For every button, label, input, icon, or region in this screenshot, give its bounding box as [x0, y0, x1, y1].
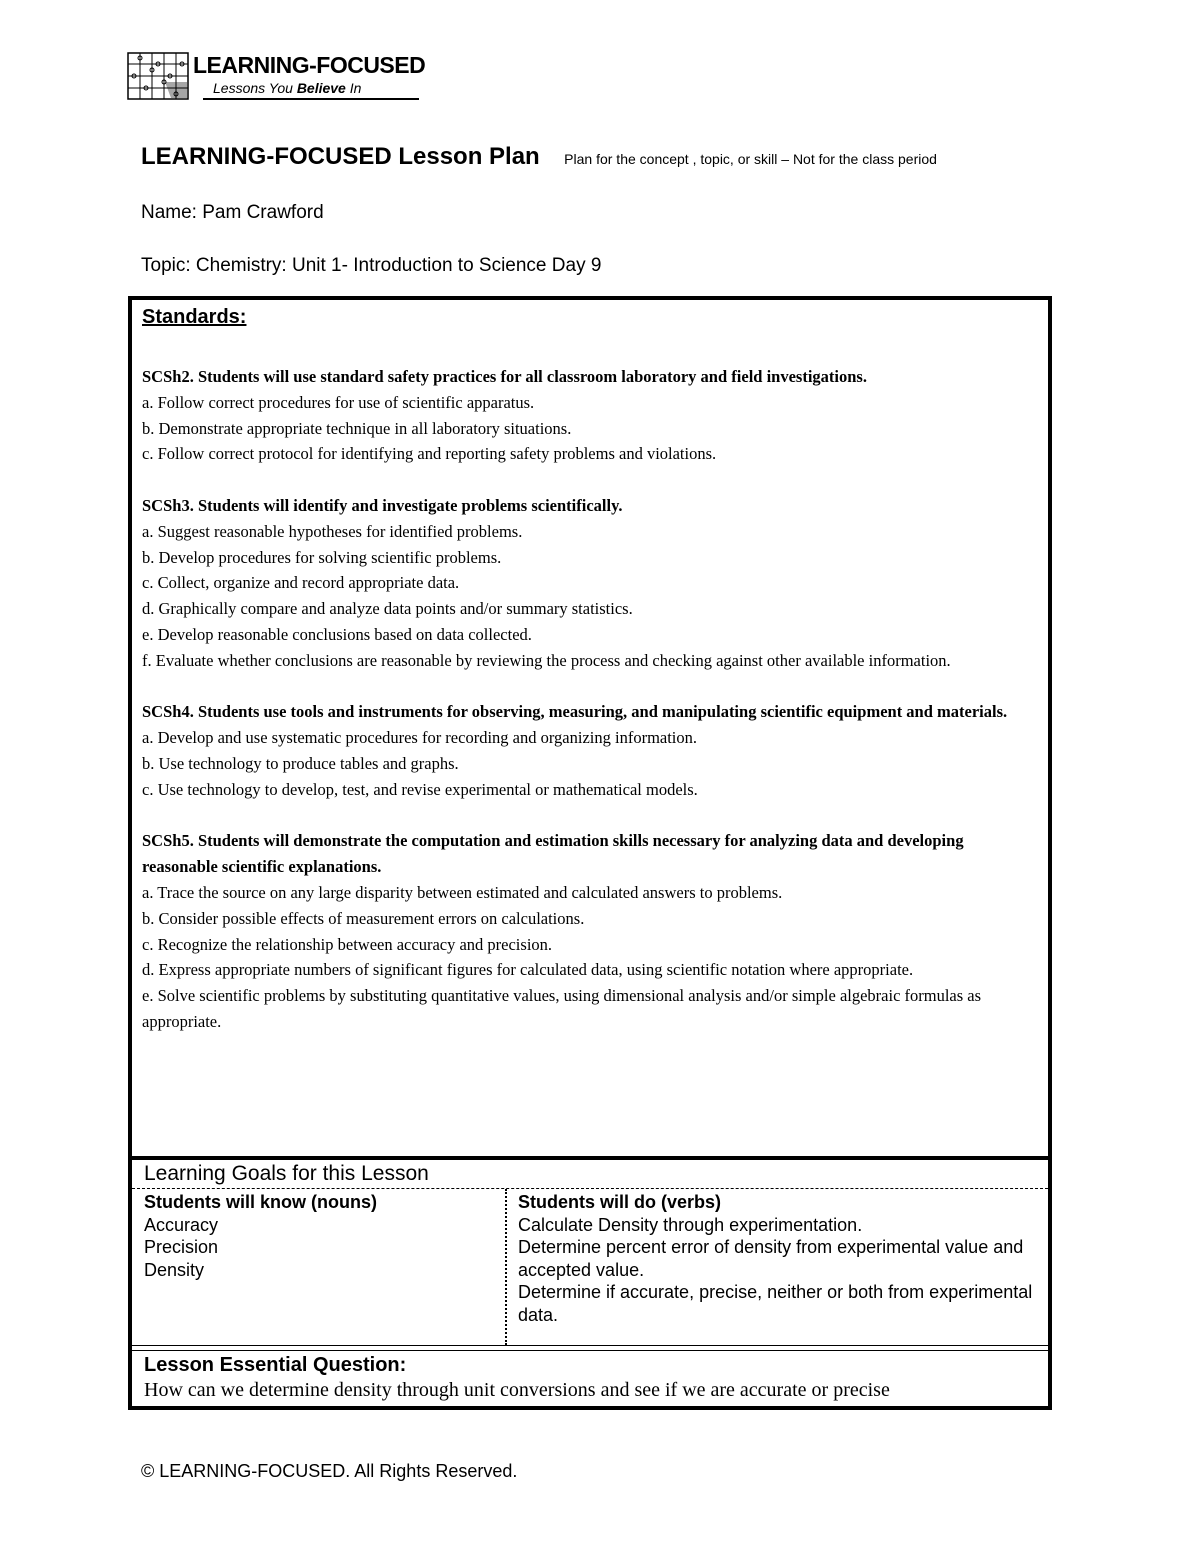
standard-item: a. Trace the source on any large disparity between estimated and calculated answers to problems. [142, 882, 783, 902]
know-item: Accuracy [144, 1214, 219, 1235]
standard-title: SCSh4. Students use tools and instruments for observing, measuring, and manipulating scientific equipment and materials. [142, 702, 1008, 722]
standard-group [142, 828, 1032, 1034]
standard-item: e. Solve scientific problems by substituting quantitative values, using dimensional analysis and/or simple algebraic formulas as appropriate. [142, 986, 982, 1031]
logo-tagline: Lessons You Believe In [213, 80, 362, 96]
standard-item: d. Express appropriate numbers of significant figures for calculated data, using scientific notation where appropriate. [142, 960, 914, 980]
standard-title: SCSh3. Students will identify and investigate problems scientifically. [142, 495, 623, 515]
logo-wordmark: LEARNING-FOCUSED [193, 52, 426, 78]
standard-item: c. Follow correct protocol for identifying and reporting safety problems and violations. [142, 444, 717, 464]
standard-item: b. Use technology to produce tables and graphs. [142, 753, 459, 773]
learning-goals-title: Learning Goals for this Lesson [144, 1162, 429, 1185]
standard-item: a. Suggest reasonable hypotheses for identified problems. [142, 521, 523, 541]
standards-section [132, 300, 1048, 1160]
do-item: Calculate Density through experimentation. [518, 1214, 863, 1235]
lesson-plan-table [128, 296, 1052, 1410]
do-heading: Students will do (verbs) [518, 1192, 722, 1212]
standard-item: b. Consider possible effects of measurement errors on calculations. [142, 908, 585, 928]
standard-item: f. Evaluate whether conclusions are reasonable by reviewing the process and checking against other available information. [142, 650, 951, 670]
know-item: Density [144, 1259, 205, 1280]
logo-underline [203, 98, 419, 100]
standard-item: c. Recognize the relationship between accuracy and precision. [142, 934, 553, 954]
column-divider [505, 1189, 507, 1345]
lesson-plan-title-line [141, 143, 937, 171]
standard-group [142, 699, 1032, 802]
standards-list [142, 364, 1032, 1061]
do-item: Determine percent error of density from experimental value and accepted value. [518, 1237, 1024, 1280]
learning-goals-header [132, 1160, 1048, 1189]
standard-item: e. Develop reasonable conclusions based on data collected. [142, 624, 532, 644]
know-item: Precision [144, 1237, 219, 1257]
teacher-name: Name: Pam Crawford [141, 202, 324, 223]
essential-question-text: How can we determine density through unit conversions and see if we are accurate or precise [144, 1379, 890, 1401]
learning-goals-columns [132, 1189, 1048, 1346]
essential-question-title: Lesson Essential Question: [144, 1354, 407, 1376]
standard-group [142, 364, 1032, 467]
learning-focused-logo [127, 50, 427, 106]
standard-item: d. Graphically compare and analyze data points and/or summary statistics. [142, 599, 633, 619]
know-heading: Students will know (nouns) [144, 1192, 377, 1212]
copyright-footer: © LEARNING-FOCUSED. All Rights Reserved. [141, 1461, 518, 1481]
page-title: LEARNING-FOCUSED Lesson Plan [141, 143, 540, 170]
puzzle-logo-icon [127, 52, 189, 100]
do-item: Determine if accurate, precise, neither or both from experimental data. [518, 1282, 1033, 1325]
standard-item: b. Develop procedures for solving scientific problems. [142, 547, 502, 567]
standard-title: SCSh5. Students will demonstrate the computation and estimation skills necessary for analyzing data and developing reasonable scientific explanations. [142, 831, 964, 877]
standards-heading: Standards: [142, 306, 247, 328]
standard-group [142, 493, 1032, 674]
plan-note: Plan for the concept , topic, or skill – Not for the class period [564, 151, 937, 167]
lesson-topic: Topic: Chemistry: Unit 1- Introduction to Science Day 9 [141, 255, 602, 276]
standard-item: a. Develop and use systematic procedures for recording and organizing information. [142, 728, 698, 748]
standard-title: SCSh2. Students will use standard safety practices for all classroom laboratory and field investigations. [142, 367, 867, 386]
standard-item: a. Follow correct procedures for use of scientific apparatus. [142, 392, 535, 412]
standard-item: c. Collect, organize and record appropriate data. [142, 573, 460, 593]
know-column [144, 1191, 494, 1281]
standard-item: c. Use technology to develop, test, and revise experimental or mathematical models. [142, 779, 698, 799]
do-column [518, 1191, 1038, 1326]
essential-question-section [132, 1350, 1048, 1407]
standard-item: b. Demonstrate appropriate technique in all laboratory situations. [142, 418, 572, 438]
